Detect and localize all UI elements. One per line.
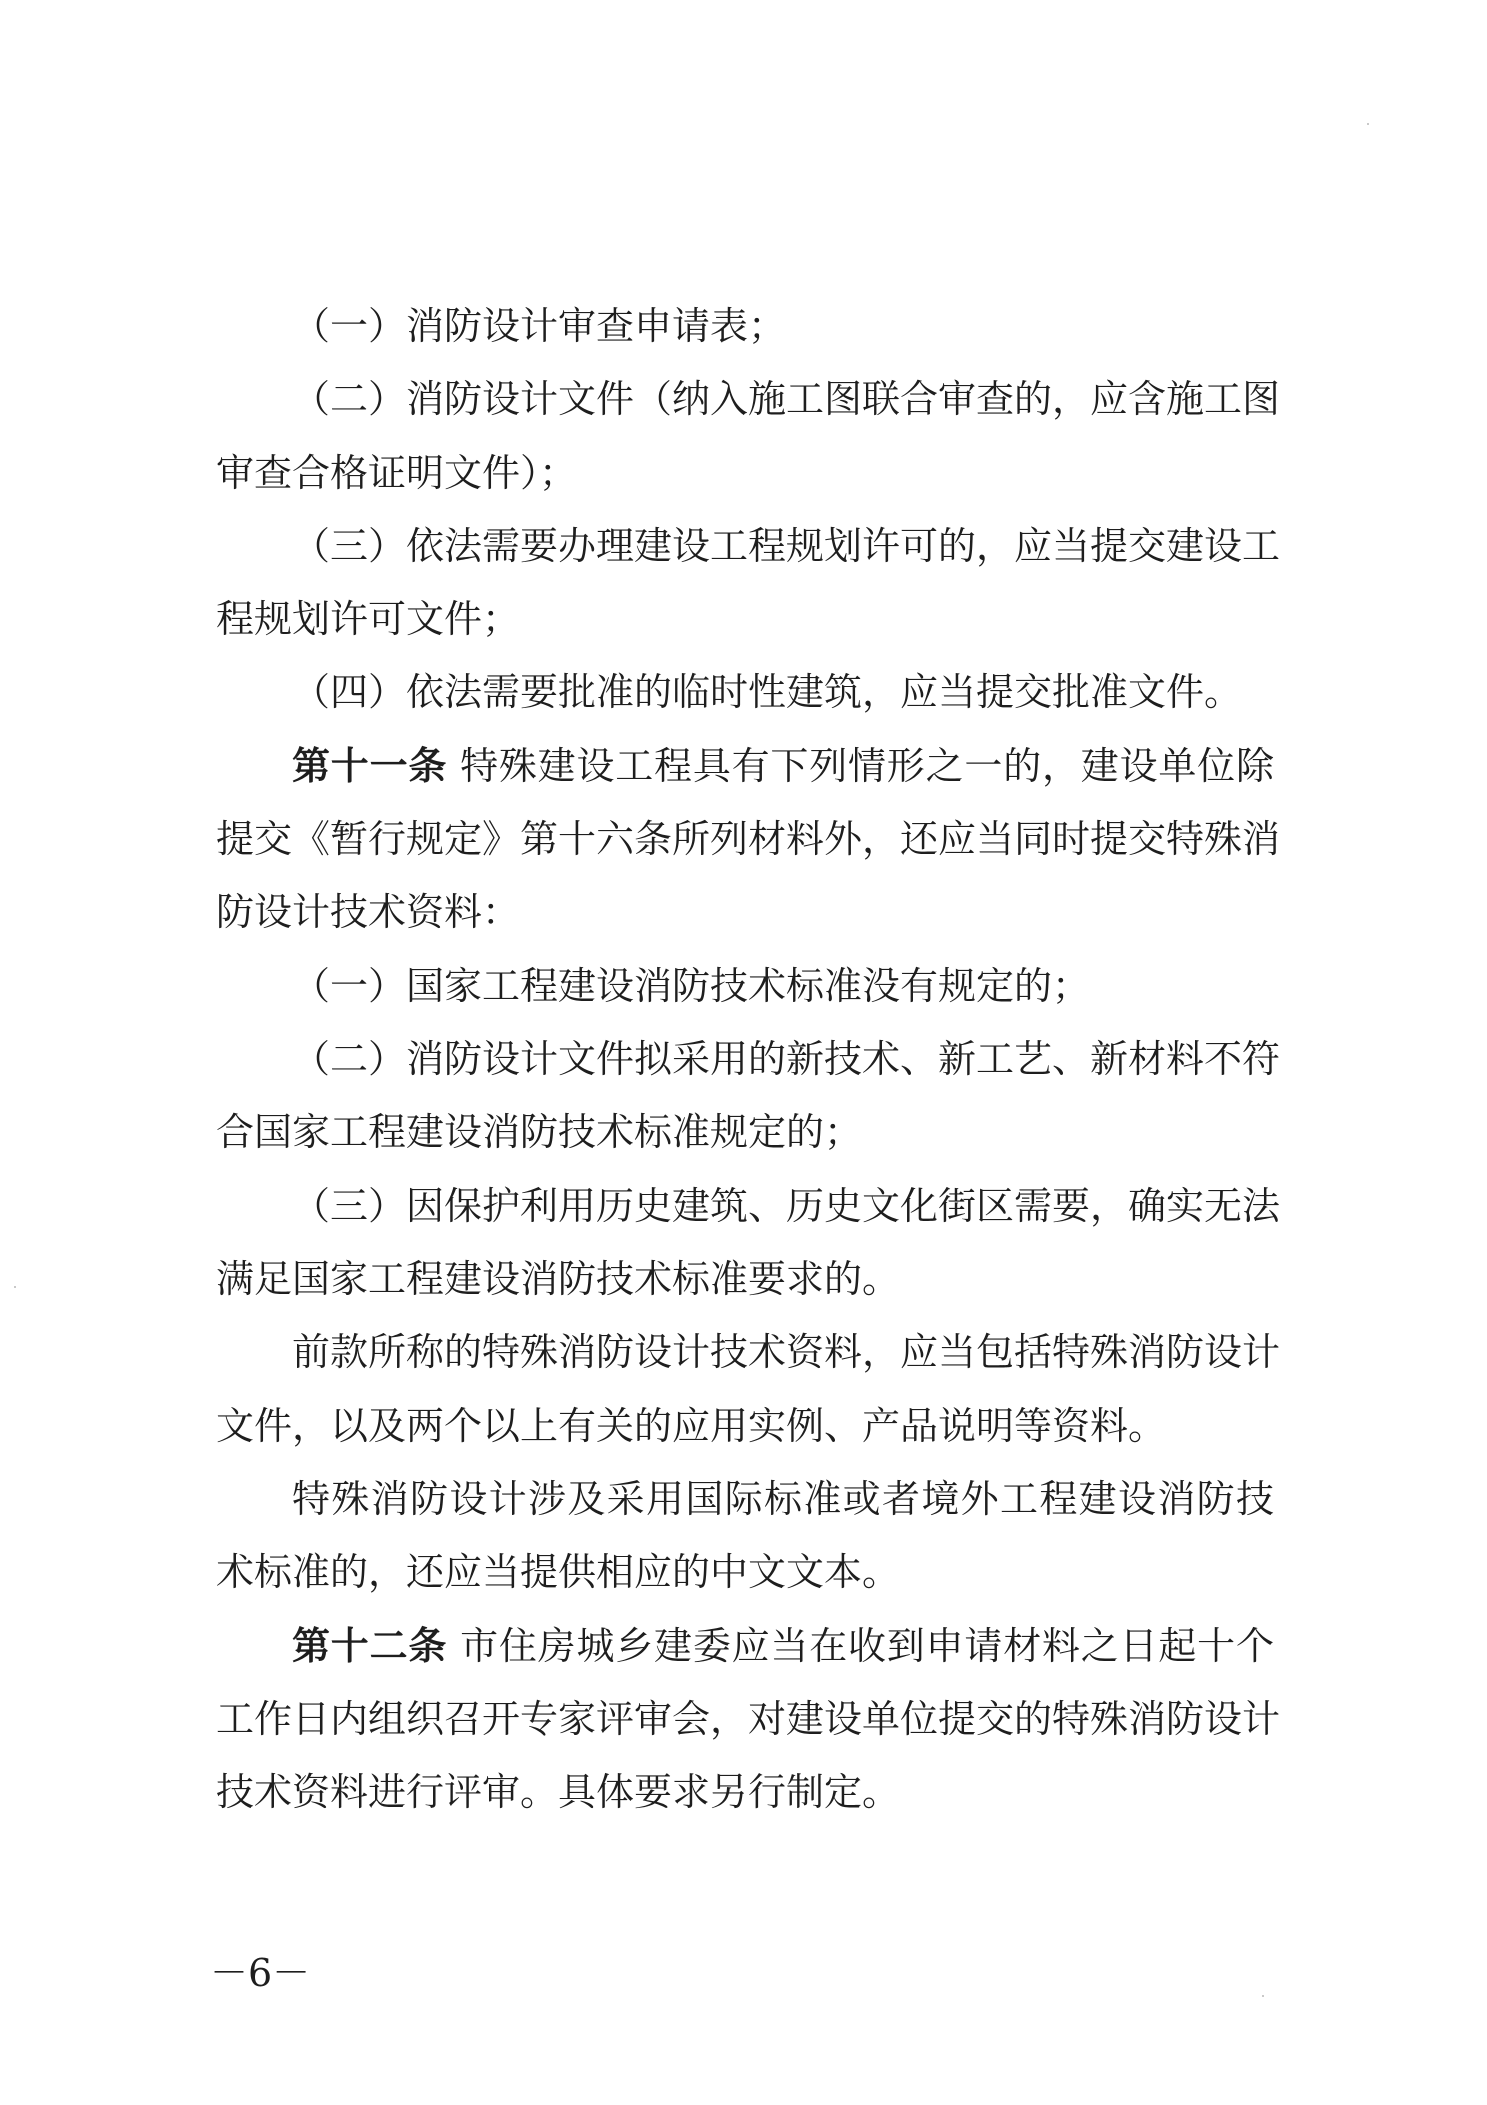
item-3-line-1: （三）依法需要办理建设工程规划许可的，应当提交建设工 [292, 524, 1281, 568]
article-11-item-3-line-1: （三）因保护利用历史建筑、历史文化街区需要，确实无法 [292, 1184, 1281, 1228]
item-3-line-2: 程规划许可文件； [216, 597, 521, 641]
article-11-line-1 [292, 743, 1274, 789]
article-11-para-2-line-1: 特殊消防设计涉及采用国际标准或者境外工程建设消防技 [292, 1477, 1274, 1521]
article-12-text: 市住房城乡建委应当在收到申请材料之日起十个 [460, 1624, 1274, 1668]
scan-speck [14, 1286, 16, 1288]
article-12-line-2: 工作日内组织召开专家评审会，对建设单位提交的特殊消防设计 [216, 1697, 1281, 1741]
article-11-para-1-line-1: 前款所称的特殊消防设计技术资料，应当包括特殊消防设计 [292, 1330, 1281, 1374]
article-11-heading: 第十一条 [292, 743, 448, 788]
article-11-item-3-line-2: 满足国家工程建设消防技术标准要求的。 [216, 1257, 901, 1301]
scan-speck [1367, 123, 1369, 125]
item-2-line-2: 审查合格证明文件）； [216, 451, 578, 495]
item-4: （四）依法需要批准的临时性建筑，应当提交批准文件。 [292, 670, 1243, 714]
article-11-line-2: 提交《暂行规定》第十六条所列材料外，还应当同时提交特殊消 [216, 817, 1281, 861]
article-11-line-3: 防设计技术资料： [216, 890, 521, 934]
article-11-para-2-line-2: 术标准的，还应当提供相应的中文文本。 [216, 1550, 901, 1594]
article-12-line-1 [292, 1623, 1274, 1669]
article-12-heading: 第十二条 [292, 1623, 448, 1668]
article-11-text: 特殊建设工程具有下列情形之一的，建设单位除 [460, 744, 1274, 788]
article-11-para-1-line-2: 文件，以及两个以上有关的应用实例、产品说明等资料。 [216, 1404, 1167, 1448]
article-11-item-2-line-2: 合国家工程建设消防技术标准规定的； [216, 1110, 863, 1154]
article-12-line-3: 技术资料进行评审。具体要求另行制定。 [216, 1770, 901, 1814]
article-11-item-2-line-1: （二）消防设计文件拟采用的新技术、新工艺、新材料不符 [292, 1037, 1281, 1081]
item-2-line-1: （二）消防设计文件（纳入施工图联合审查的，应含施工图 [292, 377, 1281, 421]
page-number: －6－ [210, 1951, 311, 1995]
article-11-item-1: （一）国家工程建设消防技术标准没有规定的； [292, 964, 1091, 1008]
item-1: （一）消防设计审查申请表； [292, 304, 787, 348]
scan-speck [1262, 1995, 1264, 1997]
